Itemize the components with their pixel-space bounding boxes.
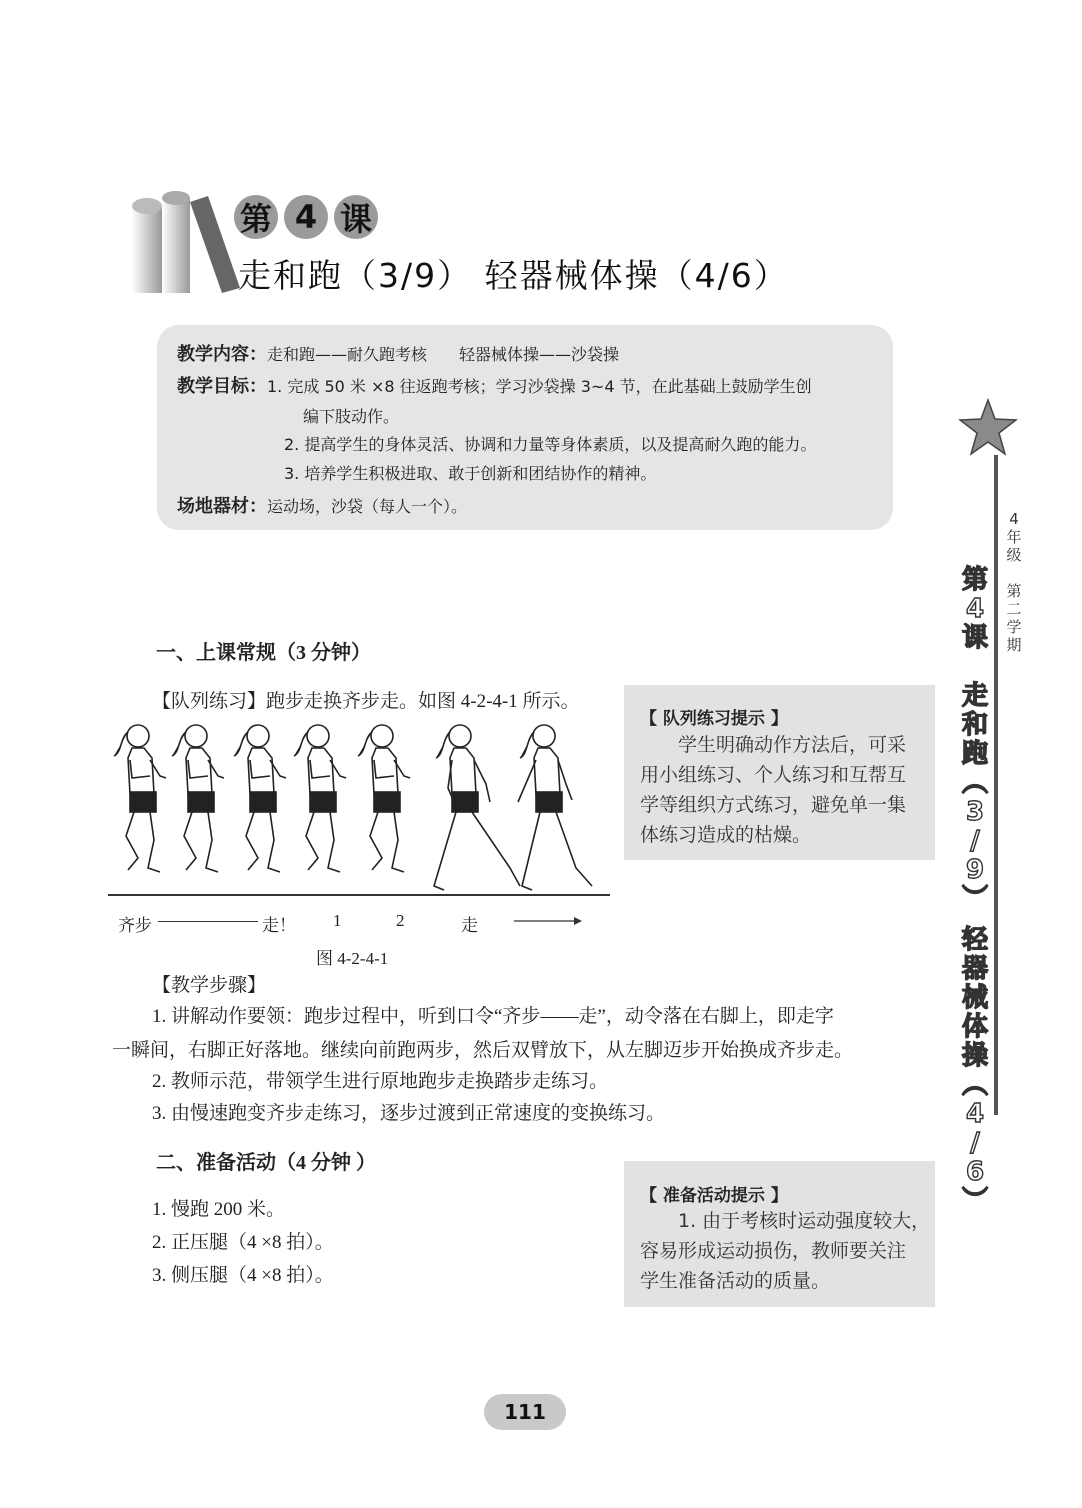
venue-text: 运动场，沙袋（每人一个）。 (267, 497, 468, 516)
goal-label: 教学目标： (177, 376, 267, 397)
vchar: / (970, 826, 980, 856)
books-illustration (128, 188, 248, 293)
lesson-suffix: 课 (334, 195, 378, 239)
vchar: 第 (1006, 582, 1022, 600)
vchar: 操 (961, 1041, 988, 1071)
side-divider (994, 455, 998, 1115)
warmup-item: 3. 侧压腿（4 ×8 拍）。 (152, 1265, 334, 1286)
vchar: 4 (965, 1099, 985, 1129)
vchar: 4 (1009, 510, 1019, 528)
step-1b: 一瞬间，右脚正好落地。继续向前跑两步，然后双臂放下，从左脚迈步开始换成齐步走。 (112, 1040, 854, 1061)
warmup-tip-line: 容易形成运动损伤，教师要关注 (640, 1240, 907, 1262)
drill-tip-line: 学等组织方式练习，避免单一集 (640, 794, 907, 816)
vchar: 轻 (961, 925, 988, 955)
vchar: 走 (961, 681, 988, 711)
drill-tip-line: 体练习造成的枯燥。 (640, 824, 812, 846)
warmup-tip-line: 学生准备活动的质量。 (640, 1270, 831, 1292)
drill-intro: 【队列练习】跑步走换齐步走。如图 4-2-4-1 所示。 (152, 691, 580, 712)
warmup-item: 1. 慢跑 200 米。 (152, 1199, 286, 1220)
vchar: 期 (1006, 636, 1022, 654)
lesson-title-vertical (958, 566, 992, 1216)
figure-label-qibu: 齐步 (118, 916, 152, 935)
figure-label-1: 1 (333, 911, 342, 930)
warmup-item: 2. 正压腿（4 ×8 拍）。 (152, 1232, 334, 1253)
vchar: 课 (961, 623, 988, 653)
star-icon (958, 398, 1018, 456)
grade-term-vertical (1005, 510, 1023, 654)
vchar: 年 (1006, 528, 1022, 546)
warmup-tip-line: 1. 由于考核时运动强度较大， (678, 1210, 931, 1232)
section2-heading: 二、准备活动（4 分钟 ） (156, 1152, 376, 1174)
steps-heading: 【教学步骤】 (152, 975, 267, 996)
goal-2: 2. 提高学生的身体灵活、协调和力量等身体素质，以及提高耐久跑的能力。 (284, 435, 817, 454)
goal-1b: 编下肢动作。 (303, 407, 400, 426)
vchar: 4 (965, 594, 985, 624)
vchar: 体 (961, 1012, 988, 1042)
figure-label-2: 2 (396, 911, 405, 930)
vchar: 3 (965, 797, 985, 827)
arrow-right-icon (514, 914, 582, 928)
vchar: 第 (961, 565, 988, 595)
page-number: 111 (484, 1394, 566, 1430)
step-1a: 1. 讲解动作要领：跑步过程中，听到口令“齐步——走”，动令落在右脚上，即走字 (152, 1006, 834, 1027)
goal-3: 3. 培养学生积极进取、敢于创新和团结协作的精神。 (284, 464, 657, 483)
vchar: 和 (961, 710, 988, 740)
figure-label-zou: 走！ (262, 916, 296, 935)
goal-1a: 1. 完成 50 米 ×8 往返跑考核；学习沙袋操 3~4 节，在此基础上鼓励学生创 (267, 377, 812, 396)
content-label: 教学内容： (177, 344, 267, 365)
warmup-tip-title: 【 准备活动提示 】 (640, 1186, 788, 1206)
figure-label-walk: 走 (461, 916, 478, 935)
step-3: 3. 由慢速跑变齐步走练习，逐步过渡到正常速度的变换练习。 (152, 1103, 666, 1124)
lesson-number: 4 (284, 195, 328, 239)
section1-heading: 一、上课常规（3 分钟） (156, 642, 371, 664)
vchar: ︵ (961, 768, 988, 798)
vchar: / (970, 1128, 980, 1158)
venue-label: 场地器材： (177, 496, 267, 517)
vchar: 9 (965, 855, 985, 885)
vchar: 跑 (961, 739, 988, 769)
content-row (177, 340, 619, 366)
drill-tip-line: 用小组练习、个人练习和互帮互 (640, 764, 907, 786)
vchar: 级 (1006, 546, 1022, 564)
content-text: 走和跑——耐久跑考核 轻器械体操——沙袋操 (267, 345, 620, 364)
vchar: 学 (1006, 618, 1022, 636)
ground-line (108, 894, 610, 896)
goal-row (177, 372, 812, 398)
vchar: ︶ (961, 884, 988, 914)
vchar: 6 (965, 1157, 985, 1187)
lesson-prefix: 第 (234, 195, 278, 239)
vchar: 器 (961, 954, 988, 984)
drill-tip-line: 学生明确动作方法后，可采 (678, 734, 907, 756)
vchar: ︶ (961, 1186, 988, 1216)
vchar: ︵ (961, 1070, 988, 1100)
drill-figure (110, 718, 610, 896)
figure-caption: 图 4-2-4-1 (316, 949, 389, 968)
vchar: 械 (961, 983, 988, 1013)
drill-tip-title: 【 队列练习提示 】 (640, 709, 788, 729)
lesson-subtitle: 走和跑（3/9） 轻器械体操（4/6） (238, 256, 789, 295)
venue-row (177, 492, 467, 518)
vchar: 二 (1006, 600, 1022, 618)
lesson-title (234, 195, 378, 239)
step-2: 2. 教师示范，带领学生进行原地跑步走换踏步走练习。 (152, 1071, 609, 1092)
label-line (158, 921, 258, 922)
